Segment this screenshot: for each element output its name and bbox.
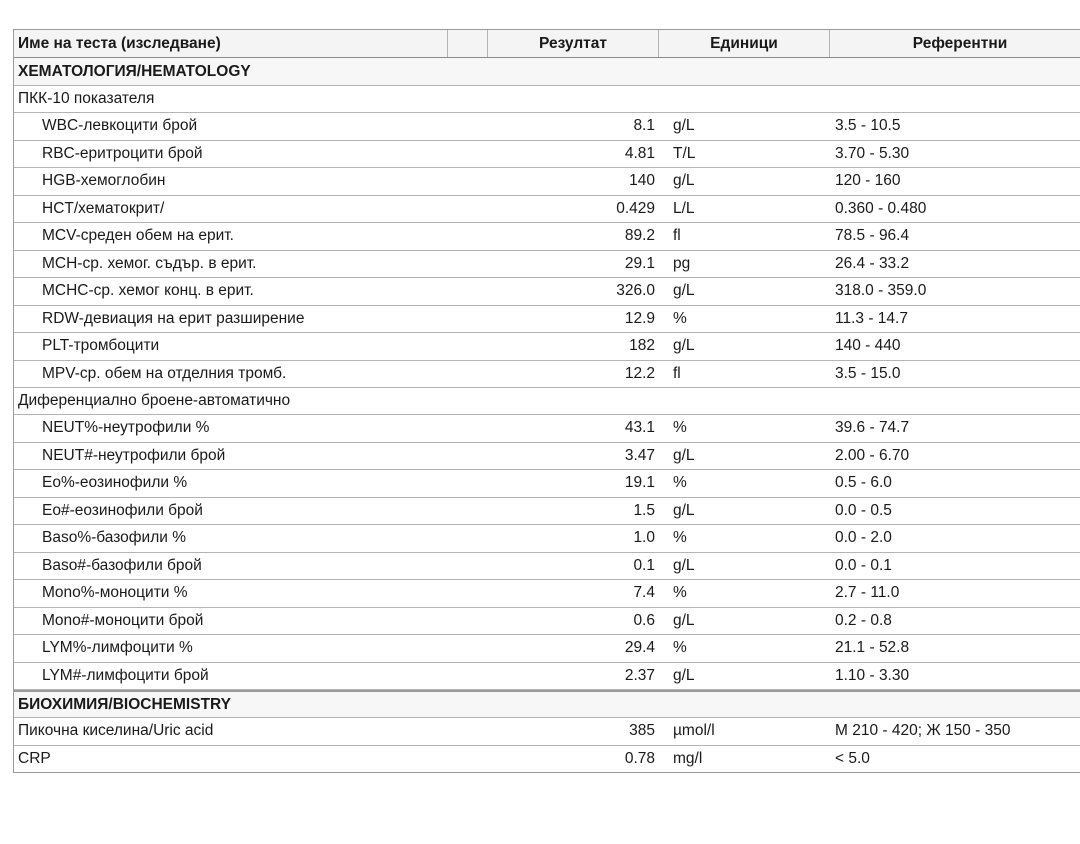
table-row	[14, 635, 1080, 663]
test-units: g/L	[673, 501, 695, 519]
test-units: T/L	[673, 144, 696, 162]
test-name: LYM%-лимфоцити %	[42, 639, 193, 657]
test-result: 12.2	[624, 364, 655, 382]
table-row	[14, 278, 1080, 306]
test-name: Eo#-еозинофили брой	[42, 501, 203, 519]
table-row	[14, 333, 1080, 361]
table-row	[14, 663, 1080, 691]
test-result: 29.1	[624, 254, 655, 272]
test-result: 29.4	[624, 639, 655, 657]
test-units: g/L	[673, 172, 695, 190]
test-reference-range: 26.4 - 33.2	[835, 254, 910, 272]
test-name: HGB-хемоглобин	[42, 172, 166, 190]
group-title: Диференциално броене-автоматично	[18, 392, 291, 409]
test-units: g/L	[673, 117, 695, 135]
test-name: Eo%-еозинофили %	[42, 474, 188, 492]
test-units: g/L	[673, 337, 695, 355]
test-units: %	[673, 474, 687, 492]
test-reference-range: 2.00 - 6.70	[835, 446, 910, 464]
test-reference-range: 0.0 - 0.5	[835, 501, 892, 519]
table-header	[14, 30, 1080, 58]
test-name: NEUT#-неутрофили брой	[42, 446, 226, 464]
test-result: 43.1	[624, 419, 655, 437]
table-row	[14, 168, 1080, 196]
table-row	[14, 443, 1080, 471]
test-result: 326.0	[616, 282, 655, 300]
test-result: 7.4	[633, 584, 655, 602]
test-units: g/L	[673, 556, 695, 574]
test-result: 385	[629, 722, 655, 740]
test-result: 4.81	[624, 144, 655, 162]
lab-results-table	[13, 29, 1080, 773]
test-reference-range: 2.7 - 11.0	[835, 584, 900, 602]
section-header	[14, 690, 1080, 718]
test-result: 2.37	[624, 666, 655, 684]
table-row	[14, 580, 1080, 608]
table-row	[14, 223, 1080, 251]
test-units: fl	[673, 364, 681, 382]
group-title: ПКК-10 показателя	[18, 90, 155, 107]
test-name: LYM#-лимфоцити брой	[42, 666, 209, 684]
column-header-units: Единици	[659, 30, 830, 57]
table-row	[14, 608, 1080, 636]
group-header	[14, 388, 1080, 415]
test-result: 0.429	[616, 199, 655, 217]
test-units: %	[673, 529, 687, 547]
section-title: ХЕМАТОЛОГИЯ/HEMATOLOGY	[18, 62, 251, 80]
test-reference-range: 3.5 - 15.0	[835, 364, 901, 382]
test-name: Mono#-моноцити брой	[42, 611, 204, 629]
table-row	[14, 141, 1080, 169]
test-name: Пикочна киселина/Uric acid	[18, 722, 214, 740]
test-result: 89.2	[624, 227, 655, 245]
table-row	[14, 361, 1080, 389]
test-name: PLT-тромбоцити	[42, 337, 160, 355]
test-result: 1.5	[633, 501, 655, 519]
group-header	[14, 86, 1080, 113]
test-result: 0.6	[633, 611, 655, 629]
section-title: БИОХИМИЯ/BIOCHEMISTRY	[18, 695, 231, 713]
test-reference-range: < 5.0	[835, 749, 870, 767]
test-result: 182	[629, 337, 655, 355]
test-units: pg	[673, 254, 691, 272]
test-units: µmol/l	[673, 722, 715, 740]
table-row	[14, 306, 1080, 334]
test-units: mg/l	[673, 749, 703, 767]
test-units: g/L	[673, 446, 695, 464]
test-reference-range: 0.5 - 6.0	[835, 474, 892, 492]
column-header-flag	[448, 30, 488, 57]
column-header-test-name: Име на теста (изследване)	[14, 30, 448, 57]
test-name: MCH-ср. хемог. съдър. в ерит.	[42, 254, 257, 272]
test-name: CRP	[18, 749, 51, 767]
test-units: g/L	[673, 666, 695, 684]
test-units: %	[673, 309, 687, 327]
test-reference-range: 140 - 440	[835, 337, 901, 355]
test-result: 1.0	[633, 529, 655, 547]
test-name: Mono%-моноцити %	[42, 584, 188, 602]
test-reference-range: 39.6 - 74.7	[835, 419, 910, 437]
table-row	[14, 251, 1080, 279]
table-row	[14, 525, 1080, 553]
test-name: MPV-ср. обем на отделния тромб.	[42, 364, 287, 382]
test-reference-range: 3.70 - 5.30	[835, 144, 910, 162]
test-name: WBC-левкоцити брой	[42, 117, 198, 135]
table-row	[14, 718, 1080, 746]
test-reference-range: 0.2 - 0.8	[835, 611, 892, 629]
test-name: Baso#-базофили брой	[42, 556, 202, 574]
test-reference-range: 0.360 - 0.480	[835, 199, 927, 217]
section-header	[14, 58, 1080, 86]
test-name: NEUT%-неутрофили %	[42, 419, 210, 437]
test-reference-range: 120 - 160	[835, 172, 901, 190]
table-row	[14, 746, 1080, 774]
test-result: 12.9	[624, 309, 655, 327]
test-reference-range: 0.0 - 0.1	[835, 556, 892, 574]
table-row	[14, 113, 1080, 141]
test-reference-range: 0.0 - 2.0	[835, 529, 892, 547]
test-name: HCT/хематокрит/	[42, 199, 165, 217]
test-units: fl	[673, 227, 681, 245]
test-reference-range: 318.0 - 359.0	[835, 282, 927, 300]
test-name: Baso%-базофили %	[42, 529, 186, 547]
test-result: 140	[629, 172, 655, 190]
test-reference-range: 1.10 - 3.30	[835, 666, 910, 684]
test-reference-range: 78.5 - 96.4	[835, 227, 910, 245]
test-name: RBC-еритроцити брой	[42, 144, 203, 162]
test-units: %	[673, 419, 687, 437]
test-units: L/L	[673, 199, 695, 217]
test-name: MCV-среден обем на ерит.	[42, 227, 234, 245]
test-reference-range: 11.3 - 14.7	[835, 309, 908, 327]
column-header-result: Резултат	[488, 30, 659, 57]
table-body	[14, 58, 1080, 773]
test-reference-range: М 210 - 420; Ж 150 - 350	[835, 722, 1011, 740]
table-row	[14, 415, 1080, 443]
test-name: RDW-девиация на ерит разширение	[42, 309, 305, 327]
test-units: %	[673, 639, 687, 657]
test-name: MCHC-ср. хемог конц. в ерит.	[42, 282, 254, 300]
test-result: 3.47	[624, 446, 655, 464]
table-row	[14, 553, 1080, 581]
table-row	[14, 498, 1080, 526]
test-result: 0.1	[633, 556, 655, 574]
test-units: %	[673, 584, 687, 602]
test-reference-range: 3.5 - 10.5	[835, 117, 901, 135]
test-result: 0.78	[624, 749, 655, 767]
table-row	[14, 470, 1080, 498]
test-reference-range: 21.1 - 52.8	[835, 639, 910, 657]
test-units: g/L	[673, 282, 695, 300]
test-result: 19.1	[624, 474, 655, 492]
table-row	[14, 196, 1080, 224]
test-units: g/L	[673, 611, 695, 629]
column-header-reference: Референтни	[912, 34, 1008, 52]
test-result: 8.1	[633, 117, 655, 135]
